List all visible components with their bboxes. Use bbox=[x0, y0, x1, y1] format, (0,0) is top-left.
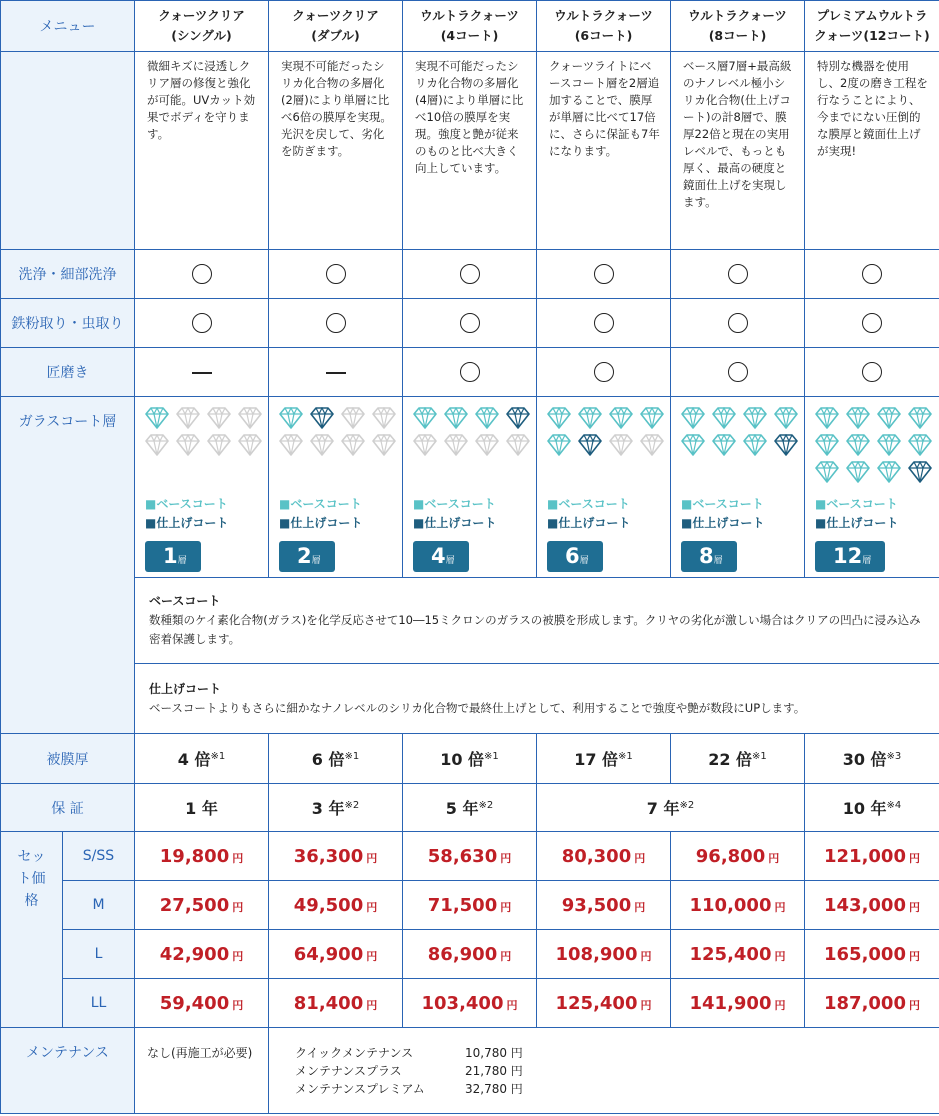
warranty-row bbox=[1, 784, 939, 832]
iron-label: 鉄粉取り・虫取り bbox=[1, 299, 135, 348]
maintenance-item: クイックメンテナンス 10,780 円 bbox=[295, 1046, 523, 1060]
legend-base-coat: ■ベースコート bbox=[547, 497, 630, 511]
base-coat-diamond-icon bbox=[609, 407, 633, 429]
price-cell: 96,800 円 bbox=[671, 832, 805, 881]
plan-header: クォーツクリア (ダブル) bbox=[269, 1, 403, 52]
empty-diamond-icon bbox=[279, 434, 303, 456]
base-coat-title: ベースコート bbox=[149, 594, 221, 608]
legend-base-coat: ■ベースコート bbox=[413, 497, 496, 511]
included-circle-icon bbox=[326, 313, 346, 333]
gem-row bbox=[681, 407, 804, 434]
coat-legend bbox=[413, 495, 536, 533]
maintenance-item: メンテナンスプラス 21,780 円 bbox=[295, 1064, 523, 1078]
legend-base-coat: ■ベースコート bbox=[279, 497, 362, 511]
included-circle-icon bbox=[460, 313, 480, 333]
finish-coat-diamond-icon bbox=[506, 407, 530, 429]
gem-row bbox=[681, 434, 804, 461]
gem-row bbox=[815, 407, 939, 434]
thickness-value: 17 倍$^{※1}$ bbox=[537, 734, 671, 784]
polish-mark bbox=[135, 348, 269, 397]
price-row-l bbox=[1, 930, 939, 979]
coat-legend bbox=[681, 495, 804, 533]
base-coat-diamond-icon bbox=[578, 407, 602, 429]
base-coat-diamond-icon bbox=[279, 407, 303, 429]
coat-legend bbox=[145, 495, 268, 533]
empty-diamond-icon bbox=[145, 434, 169, 456]
thickness-value: 4 倍$^{※1}$ bbox=[135, 734, 269, 784]
layer-count-badge: 4層 bbox=[413, 541, 469, 572]
included-circle-icon bbox=[326, 264, 346, 284]
price-cell: 71,500 円 bbox=[403, 881, 537, 930]
empty-diamond-icon bbox=[372, 434, 396, 456]
glass-label: ガラスコート層 bbox=[1, 397, 135, 734]
polish-mark bbox=[269, 348, 403, 397]
price-cell: 125,400 円 bbox=[537, 979, 671, 1028]
price-cell: 93,500 円 bbox=[537, 881, 671, 930]
thickness-label: 被膜厚 bbox=[1, 734, 135, 784]
plan-description: 実現不可能だったシリカ化合物の多層化(4層)により単層に比べ10倍の膜厚を実現。強度と艶が従来のものと比べ大きく向上しています。 bbox=[403, 52, 537, 250]
price-row-m bbox=[1, 881, 939, 930]
set-price-label: セット価格 bbox=[1, 832, 63, 1028]
plan-description: クォーツライトにベースコート層を2層追加することで、膜厚が単層に比べて17倍に、さらに保証も7年になります。 bbox=[537, 52, 671, 250]
polish-row bbox=[1, 348, 939, 397]
warranty-label: 保 証 bbox=[1, 784, 135, 832]
empty-diamond-icon bbox=[372, 407, 396, 429]
base-coat-note bbox=[135, 578, 939, 664]
base-coat-diamond-icon bbox=[547, 434, 571, 456]
iron-row bbox=[1, 299, 939, 348]
base-coat-diamond-icon bbox=[774, 407, 798, 429]
plan-header: ウルトラクォーツ (8コート) bbox=[671, 1, 805, 52]
plan-header: プレミアムウルトラ クォーツ(12コート) bbox=[805, 1, 939, 52]
base-coat-diamond-icon bbox=[681, 434, 705, 456]
price-cell: 81,400 円 bbox=[269, 979, 403, 1028]
base-coat-diamond-icon bbox=[712, 407, 736, 429]
header-row bbox=[1, 1, 939, 52]
size-label: M bbox=[63, 881, 135, 930]
layer-count-badge: 2層 bbox=[279, 541, 335, 572]
price-cell: 59,400 円 bbox=[135, 979, 269, 1028]
description-row bbox=[1, 52, 939, 250]
base-coat-diamond-icon bbox=[413, 407, 437, 429]
base-coat-diamond-icon bbox=[846, 434, 870, 456]
included-circle-icon bbox=[862, 362, 882, 382]
base-coat-diamond-icon bbox=[743, 407, 767, 429]
base-coat-diamond-icon bbox=[547, 407, 571, 429]
price-cell: 121,000 円 bbox=[805, 832, 939, 881]
gem-row bbox=[145, 407, 268, 434]
empty-diamond-icon bbox=[341, 407, 365, 429]
base-coat-diamond-icon bbox=[908, 434, 932, 456]
legend-finish-coat: ■仕上げコート bbox=[413, 516, 497, 530]
base-coat-diamond-icon bbox=[145, 407, 169, 429]
base-coat-diamond-icon bbox=[908, 407, 932, 429]
base-coat-diamond-icon bbox=[815, 434, 839, 456]
maintenance-row bbox=[1, 1028, 939, 1114]
base-coat-diamond-icon bbox=[815, 461, 839, 483]
price-cell: 80,300 円 bbox=[537, 832, 671, 881]
included-circle-icon bbox=[460, 264, 480, 284]
included-circle-icon bbox=[728, 313, 748, 333]
base-coat-diamond-icon bbox=[877, 434, 901, 456]
legend-finish-coat: ■仕上げコート bbox=[279, 516, 363, 530]
price-cell: 86,900 円 bbox=[403, 930, 537, 979]
empty-diamond-icon bbox=[341, 434, 365, 456]
finish-coat-diamond-icon bbox=[774, 434, 798, 456]
finish-coat-diamond-icon bbox=[310, 407, 334, 429]
gem-row bbox=[279, 407, 402, 434]
polish-mark bbox=[403, 348, 537, 397]
warranty-value: 7 年$^{※2}$ bbox=[537, 784, 805, 832]
empty-diamond-icon bbox=[640, 434, 664, 456]
coat-legend bbox=[547, 495, 670, 533]
included-circle-icon bbox=[594, 264, 614, 284]
plan-description: 特別な機器を使用し、2度の磨き工程を行なうことにより、今までにない圧倒的な膜厚と鏡面仕上げが実現! bbox=[805, 52, 939, 250]
glass-layers-cell bbox=[403, 397, 537, 578]
gem-row bbox=[547, 407, 670, 434]
glass-layers-cell bbox=[537, 397, 671, 578]
gem-row bbox=[815, 461, 939, 488]
price-cell: 143,000 円 bbox=[805, 881, 939, 930]
layer-count-badge: 6層 bbox=[547, 541, 603, 572]
layer-count-badge: 12層 bbox=[815, 541, 885, 572]
empty-diamond-icon bbox=[176, 407, 200, 429]
gem-row bbox=[413, 407, 536, 434]
plan-description: ベース層7層+最高級のナノレベル極小シリカ化合物(仕上げコート)の計8層で、膜厚22倍と現在の実用レベルで、もっとも厚く、最高の硬度と鏡面仕上げを実現します。 bbox=[671, 52, 805, 250]
maintenance-label: メンテナンス bbox=[1, 1028, 135, 1114]
wash-label: 洗浄・細部洗浄 bbox=[1, 250, 135, 299]
glass-layers-cell bbox=[671, 397, 805, 578]
finish-note-row bbox=[1, 664, 939, 734]
legend-finish-coat: ■仕上げコート bbox=[681, 516, 765, 530]
thickness-value: 22 倍$^{※1}$ bbox=[671, 734, 805, 784]
base-coat-diamond-icon bbox=[877, 407, 901, 429]
base-coat-diamond-icon bbox=[846, 461, 870, 483]
base-coat-diamond-icon bbox=[877, 461, 901, 483]
included-circle-icon bbox=[862, 313, 882, 333]
thickness-value: 10 倍$^{※1}$ bbox=[403, 734, 537, 784]
price-row-ll bbox=[1, 979, 939, 1028]
plan-description: 微細キズに浸透しクリア層の修復と強化が可能。UVカット効果でボディを守ります。 bbox=[135, 52, 269, 250]
base-coat-diamond-icon bbox=[846, 407, 870, 429]
price-cell: 36,300 円 bbox=[269, 832, 403, 881]
legend-finish-coat: ■仕上げコート bbox=[145, 516, 229, 530]
menu-label: メニュー bbox=[1, 1, 135, 52]
base-coat-diamond-icon bbox=[815, 407, 839, 429]
base-coat-diamond-icon bbox=[743, 434, 767, 456]
legend-finish-coat: ■仕上げコート bbox=[815, 516, 899, 530]
price-cell: 103,400 円 bbox=[403, 979, 537, 1028]
gem-row bbox=[413, 434, 536, 461]
plan-header: ウルトラクォーツ (4コート) bbox=[403, 1, 537, 52]
price-cell: 58,630 円 bbox=[403, 832, 537, 881]
size-label: LL bbox=[63, 979, 135, 1028]
empty-diamond-icon bbox=[310, 434, 334, 456]
polish-mark bbox=[537, 348, 671, 397]
gem-row bbox=[279, 434, 402, 461]
coat-legend bbox=[815, 495, 939, 533]
price-cell: 141,900 円 bbox=[671, 979, 805, 1028]
included-circle-icon bbox=[728, 264, 748, 284]
empty-diamond-icon bbox=[609, 434, 633, 456]
legend-finish-coat: ■仕上げコート bbox=[547, 516, 631, 530]
price-cell: 187,000 円 bbox=[805, 979, 939, 1028]
base-coat-diamond-icon bbox=[444, 407, 468, 429]
coat-legend bbox=[279, 495, 402, 533]
thickness-value: 30 倍$^{※3}$ bbox=[805, 734, 939, 784]
warranty-value: 5 年$^{※2}$ bbox=[403, 784, 537, 832]
layer-count-badge: 1層 bbox=[145, 541, 201, 572]
size-label: S/SS bbox=[63, 832, 135, 881]
legend-base-coat: ■ベースコート bbox=[815, 497, 898, 511]
included-circle-icon bbox=[192, 264, 212, 284]
included-circle-icon bbox=[192, 313, 212, 333]
maintenance-item: メンテナンスプレミアム 32,780 円 bbox=[295, 1082, 523, 1096]
finish-coat-diamond-icon bbox=[908, 461, 932, 483]
size-label: L bbox=[63, 930, 135, 979]
polish-mark bbox=[671, 348, 805, 397]
included-circle-icon bbox=[460, 362, 480, 382]
legend-base-coat: ■ベースコート bbox=[681, 497, 764, 511]
not-included-dash-icon bbox=[326, 372, 346, 374]
base-note-row bbox=[1, 578, 939, 664]
price-cell: 165,000 円 bbox=[805, 930, 939, 979]
price-cell: 19,800 円 bbox=[135, 832, 269, 881]
gem-row bbox=[145, 434, 268, 461]
finish-coat-diamond-icon bbox=[578, 434, 602, 456]
price-cell: 49,500 円 bbox=[269, 881, 403, 930]
layer-count-badge: 8層 bbox=[681, 541, 737, 572]
plan-description: 実現不可能だったシリカ化合物の多層化(2層)により単層に比べ6倍の膜厚を実現。光沢を戻して、劣化を防ぎます。 bbox=[269, 52, 403, 250]
glass-row bbox=[1, 397, 939, 578]
price-cell: 64,900 円 bbox=[269, 930, 403, 979]
finish-coat-title: 仕上げコート bbox=[149, 681, 222, 696]
empty-diamond-icon bbox=[444, 434, 468, 456]
base-coat-diamond-icon bbox=[640, 407, 664, 429]
maintenance-options bbox=[269, 1028, 939, 1114]
gem-row bbox=[815, 434, 939, 461]
base-coat-diamond-icon bbox=[712, 434, 736, 456]
included-circle-icon bbox=[728, 362, 748, 382]
finish-coat-note bbox=[135, 664, 939, 734]
included-circle-icon bbox=[594, 362, 614, 382]
empty-diamond-icon bbox=[506, 434, 530, 456]
polish-mark bbox=[805, 348, 939, 397]
glass-layers-cell bbox=[269, 397, 403, 578]
plan-header: クォーツクリア (シングル) bbox=[135, 1, 269, 52]
glass-layers-cell bbox=[805, 397, 939, 578]
legend-base-coat: ■ベースコート bbox=[145, 497, 228, 511]
price-cell: 42,900 円 bbox=[135, 930, 269, 979]
warranty-value: 3 年$^{※2}$ bbox=[269, 784, 403, 832]
empty-diamond-icon bbox=[238, 407, 262, 429]
glass-layers-cell bbox=[135, 397, 269, 578]
price-cell: 110,000 円 bbox=[671, 881, 805, 930]
empty-diamond-icon bbox=[413, 434, 437, 456]
base-coat-diamond-icon bbox=[475, 407, 499, 429]
empty-diamond-icon bbox=[475, 434, 499, 456]
warranty-value: 1 年 bbox=[135, 784, 269, 832]
empty-diamond-icon bbox=[176, 434, 200, 456]
empty-diamond-icon bbox=[207, 434, 231, 456]
wash-row bbox=[1, 250, 939, 299]
price-cell: 108,900 円 bbox=[537, 930, 671, 979]
empty-diamond-icon bbox=[238, 434, 262, 456]
plan-header: ウルトラクォーツ (6コート) bbox=[537, 1, 671, 52]
included-circle-icon bbox=[862, 264, 882, 284]
finish-coat-text: ベースコートよりもさらに細かなナノレベルのシリカ化合物で最終仕上げとして、利用することで強度や艶が数段にUPします。 bbox=[149, 700, 806, 715]
base-coat-diamond-icon bbox=[681, 407, 705, 429]
price-row-ss bbox=[1, 832, 939, 881]
not-included-dash-icon bbox=[192, 372, 212, 374]
empty-diamond-icon bbox=[207, 407, 231, 429]
gem-row bbox=[547, 434, 670, 461]
base-coat-text: 数種類のケイ素化合物(ガラス)を化学反応させて10―15ミクロンのガラスの被膜を形成します。クリヤの劣化が激しい場合はクリアの凹凸に浸み込み密着保護します。 bbox=[149, 613, 921, 646]
thickness-row bbox=[1, 734, 939, 784]
included-circle-icon bbox=[594, 313, 614, 333]
polish-label: 匠磨き bbox=[1, 348, 135, 397]
price-cell: 27,500 円 bbox=[135, 881, 269, 930]
thickness-value: 6 倍$^{※1}$ bbox=[269, 734, 403, 784]
warranty-value: 10 年$^{※4}$ bbox=[805, 784, 939, 832]
price-cell: 125,400 円 bbox=[671, 930, 805, 979]
maintenance-none: なし(再施工が必要) bbox=[135, 1028, 269, 1114]
